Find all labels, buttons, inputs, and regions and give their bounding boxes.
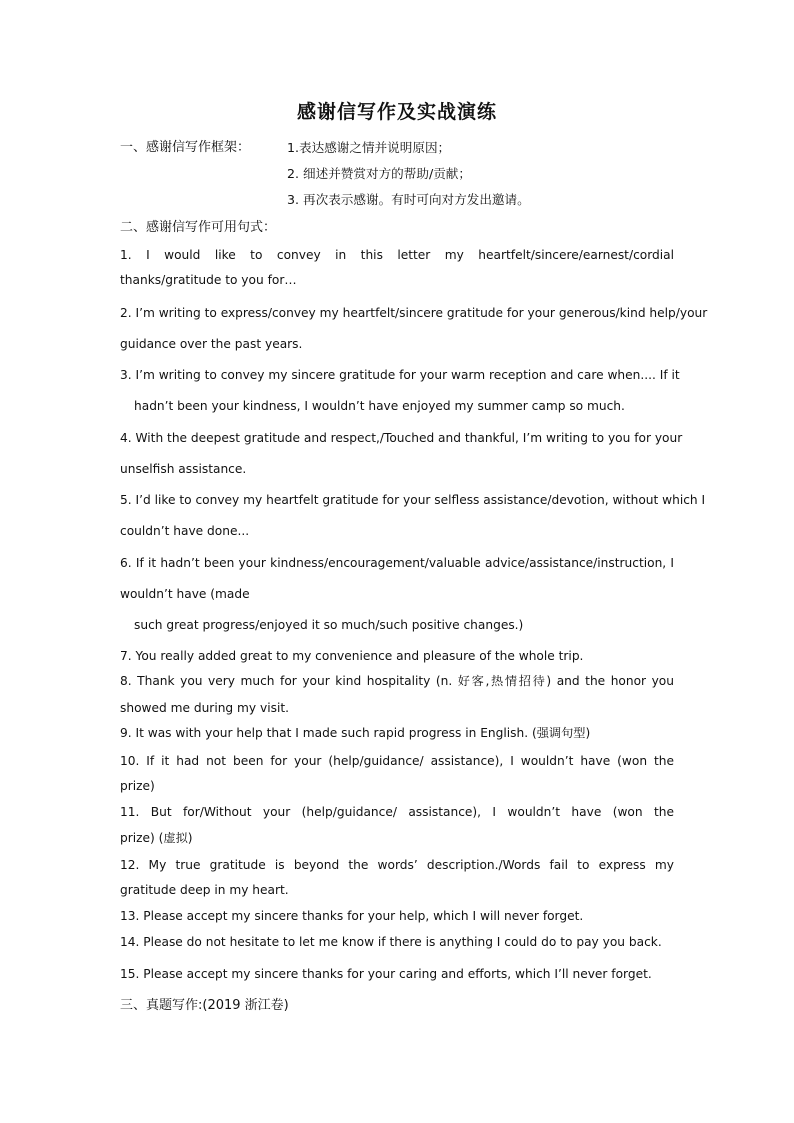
sentence-10-line-2: prize) xyxy=(120,779,155,793)
sentence-11-line-2: prize) (虚拟) xyxy=(120,831,193,845)
section-3-heading: 三、真题写作:(2019 浙江卷) xyxy=(120,998,289,1013)
sentence-6-line-1: 6. If it hadn’t been your kindness/encouragement/valuable advice/assistance/instruction, I xyxy=(120,556,674,570)
sentence-7: 7. You really added great to my convenience and pleasure of the whole trip. xyxy=(120,649,584,663)
sentence-10-line-1: 10. If it had not been for your (help/guidance/ assistance), I wouldn’t have (won the xyxy=(120,754,674,768)
section-1-heading: 一、感谢信写作框架： xyxy=(120,140,251,155)
sentence-11-line-1: 11. But for/Without your (help/guidance/ assistance), I wouldn’t have (won the xyxy=(120,805,674,819)
framework-item-1: 1.表达感谢之情并说明原因； xyxy=(287,140,451,155)
section-2-heading: 二、感谢信写作可用句式： xyxy=(120,220,277,235)
sentence-8-line-2: showed me during my visit. xyxy=(120,701,289,715)
sentence-3-line-1: 3. I’m writing to convey my sincere gratitude for your warm reception and care when.... If it xyxy=(120,368,680,382)
sentence-5-line-2: couldn’t have done... xyxy=(120,524,250,538)
sentence-15: 15. Please accept my sincere thanks for your caring and efforts, which I’ll never forget. xyxy=(120,967,652,981)
sentence-1-line-1: 1. I would like to convey in this letter my heartfelt/sincere/earnest/cordial xyxy=(120,248,674,262)
sentence-8-line-1: 8. Thank you very much for your kind hospitality (n. 好客,热情招待) and the honor you xyxy=(120,674,674,688)
sentence-5-line-1: 5. I’d like to convey my heartfelt gratitude for your selfless assistance/devotion, without which I xyxy=(120,493,706,507)
sentence-3-line-2: hadn’t been your kindness, I wouldn’t have enjoyed my summer camp so much. xyxy=(134,399,625,413)
sentence-6-line-2: wouldn’t have (made xyxy=(120,587,250,601)
sentence-4-line-1: 4. With the deepest gratitude and respect,/Touched and thankful, I’m writing to you for your xyxy=(120,431,683,445)
sentence-12-line-2: gratitude deep in my heart. xyxy=(120,883,289,897)
sentence-4-line-2: unselfish assistance. xyxy=(120,462,247,476)
sentence-2-line-2: guidance over the past years. xyxy=(120,337,303,351)
page-title: 感谢信写作及实战演练 xyxy=(296,101,497,123)
sentence-1-line-2: thanks/gratitude to you for… xyxy=(120,273,297,287)
framework-item-2: 2. 细述并赞赏对方的帮助/贡献； xyxy=(287,166,471,181)
sentence-9: 9. It was with your help that I made such rapid progress in English. (强调句型) xyxy=(120,726,591,740)
sentence-13: 13. Please accept my sincere thanks for your help, which I will never forget. xyxy=(120,909,584,923)
sentence-12-line-1: 12. My true gratitude is beyond the words’ description./Words fail to express my xyxy=(120,858,674,872)
sentence-14: 14. Please do not hesitate to let me know if there is anything I could do to pay you back. xyxy=(120,935,662,949)
sentence-2-line-1: 2. I’m writing to express/convey my heartfelt/sincere gratitude for your generous/kind help/your xyxy=(120,306,708,320)
sentence-6-line-3: such great progress/enjoyed it so much/such positive changes.) xyxy=(134,618,524,632)
framework-item-3: 3. 再次表示感谢。有时可向对方发出邀请。 xyxy=(287,192,530,207)
